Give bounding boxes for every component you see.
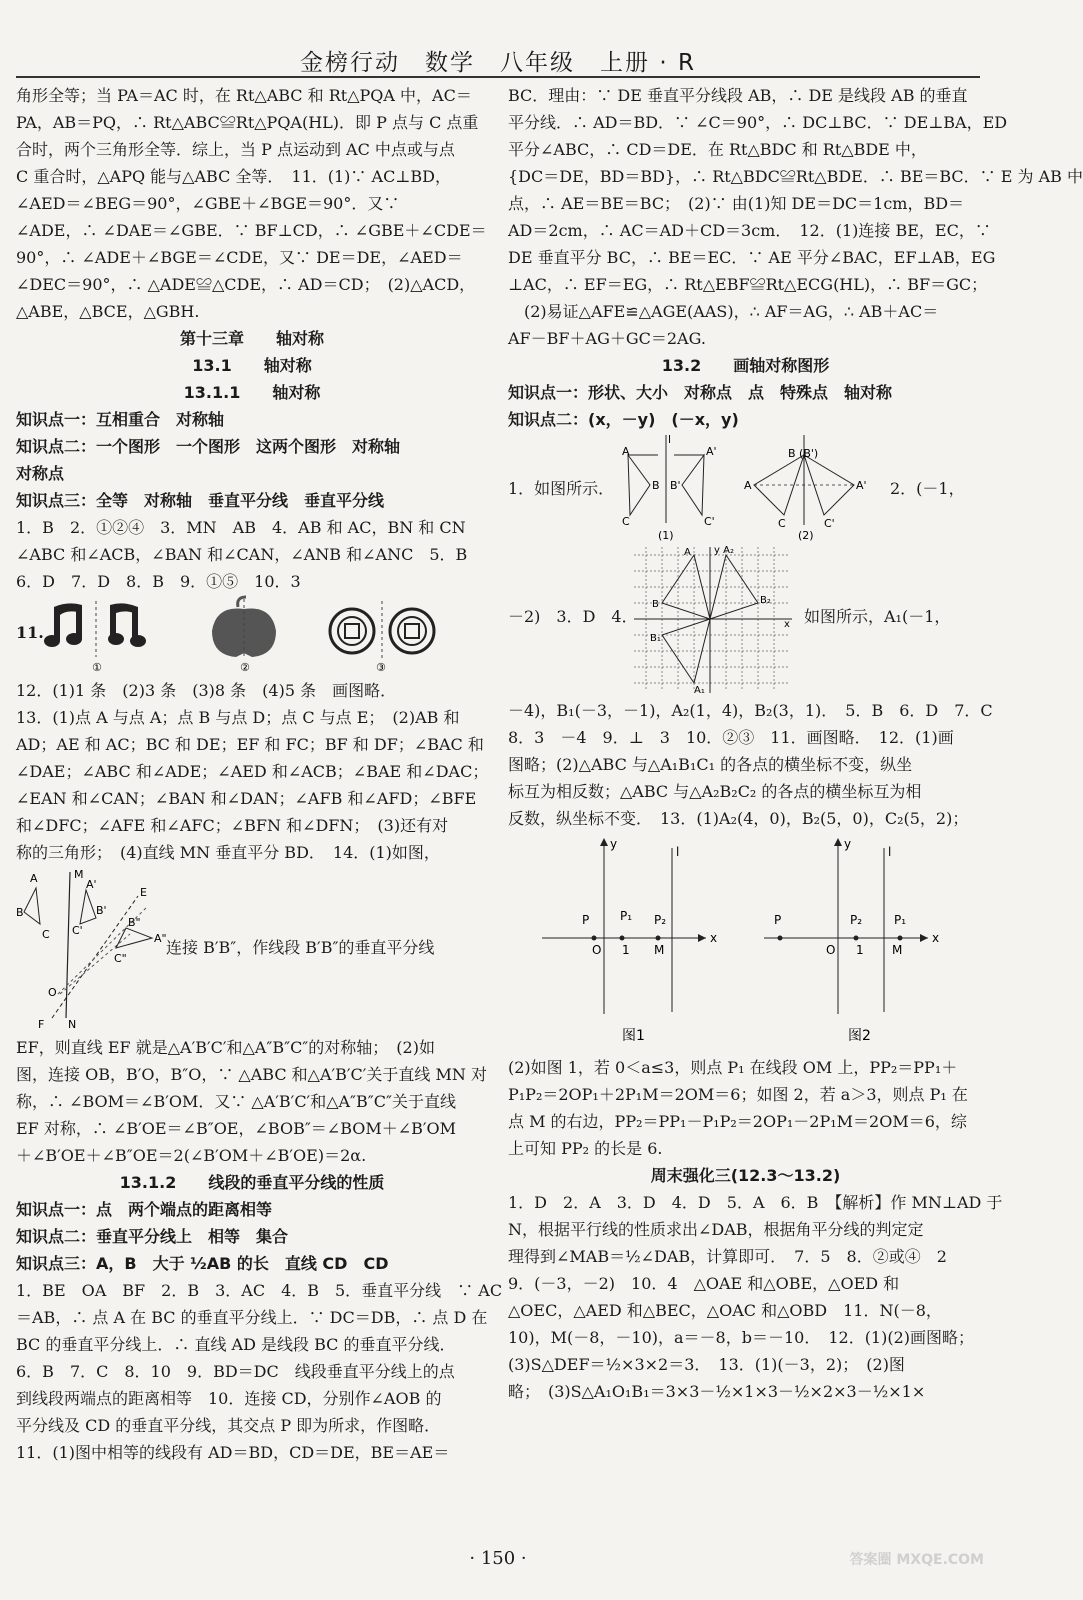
fig-label-3: ③ (376, 661, 386, 674)
weekly-review-title: 周末强化三(12.3～13.2) (650, 1166, 841, 1185)
svg-text:P₁: P₁ (620, 909, 633, 923)
answer-line: P₁P₂＝2OP₁＋2P₁M＝2OM＝6；如图 2，若 a＞3，则点 P₁ 在 (508, 1085, 968, 1104)
answer-line: ∠DAE；∠ABC 和∠ADE；∠AED 和∠ACB；∠BAE 和∠DAC； (16, 762, 489, 781)
text-line: {DC＝DE，BD＝BD}，∴ Rt△BDC≌Rt△BDE．∴ BE＝BC．∵ E 为 AB 中 (508, 167, 1083, 186)
svg-text:B': B' (670, 479, 681, 492)
answer-line: 和∠DFC；∠AFE 和∠AFC；∠BFN 和∠DFN； (3)还有对 (16, 816, 449, 835)
svg-text:O: O (826, 943, 836, 957)
right-column (508, 82, 1083, 1405)
svg-text:O: O (48, 986, 57, 999)
knowledge-point: 知识点三：全等 对称轴 垂直平分线 垂直平分线 (16, 491, 385, 510)
answer-line: 6．D 7．D 8．B 9．①⑤ 10．3 (16, 572, 301, 591)
svg-text:A": A" (154, 932, 167, 945)
svg-text:B": B" (128, 916, 141, 929)
q4-text: 如图所示，A₁(－1， (804, 607, 951, 626)
answer-line: 10)，M(－8，－10)，a＝－8，b＝－10． 12．(1)(2)画图略； (508, 1328, 975, 1347)
page-number: · 150 · (469, 1548, 527, 1569)
svg-text:C: C (622, 515, 630, 528)
text-line: AF－BF＋AG＋GC＝2AG. (508, 329, 706, 348)
svg-text:C': C' (704, 515, 715, 528)
answer-line: 11．(1)图中相等的线段有 AD＝BD，CD＝DE，BE＝AE＝ (16, 1443, 450, 1462)
svg-text:P: P (582, 913, 590, 927)
answer-line: EF，则直线 EF 就是△A′B′C′和△A″B″C″的对称轴； (2)如 (16, 1038, 435, 1057)
answer-line: 1．BE OA BF 2．B 3．AC 4．B 5．垂直平分线 ∵ AC (16, 1281, 503, 1300)
answer-line: (2)如图 1，若 0＜a≤3，则点 P₁ 在线段 OM 上，PP₂＝PP₁＋ (508, 1058, 958, 1077)
svg-text:F: F (38, 1018, 45, 1031)
answer-line: 1．D 2．A 3．D 4．D 5．A 6．B 【解析】作 MN⊥AD 于 (508, 1193, 1003, 1212)
q13-axis-figures (508, 834, 983, 1052)
reflection-diagram-svg (16, 868, 176, 1032)
coordinate-grid-svg (634, 547, 794, 695)
answer-line: △OEC，△AED 和△BEC，△OAC 和△OBD 11．N(－8， (508, 1301, 942, 1320)
left-column (16, 82, 503, 1466)
coin-icon (330, 609, 374, 653)
svg-text:1: 1 (622, 943, 630, 957)
answer-line: 平分线及 CD 的垂直平分线，其交点 P 即为所求，作图略． (16, 1416, 441, 1435)
q14-figure-caption: 连接 B′B″，作线段 B′B″的垂直平分线 (166, 938, 435, 957)
answer-line: 点 M 的右边，PP₂＝PP₁－P₁P₂＝2OP₁－2P₁M＝2OM＝6，综 (508, 1112, 967, 1131)
svg-text:B: B (652, 479, 660, 492)
svg-text:O: O (592, 943, 602, 957)
text-line: ∠AED＝∠BEG＝90°，∠GBE＋∠BGE＝90°．又∵ (16, 194, 400, 213)
q3-text: －2) 3．D 4． (508, 607, 638, 626)
svg-text:l: l (888, 845, 892, 859)
fig-caption-1: (1) (658, 529, 674, 542)
svg-text:A': A' (856, 479, 867, 492)
text-line: 平分线．∴ AD＝BD．∵ ∠C＝90°，∴ DC⊥BC．∵ DE⊥BA，ED (508, 113, 1008, 132)
answer-line: 反数，纵坐标不变． 13．(1)A₂(4，0)，B₂(5，0)，C₂(5，2)； (508, 809, 969, 828)
svg-text:y A₂: y A₂ (714, 545, 734, 556)
text-line: ∠ADE，∴ ∠DAE＝∠GBE．∵ BF⊥CD，∴ ∠GBE＋∠CDE＝ (16, 221, 487, 240)
svg-text:B: B (16, 906, 24, 919)
answer-line: 称，∴ ∠BOM＝∠B′OM．又∵ △A′B′C′和△A″B″C″关于直线 (16, 1092, 456, 1111)
svg-text:B₁: B₁ (650, 633, 661, 644)
q4-grid-figure (508, 547, 983, 695)
text-line: BC．理由：∵ DE 垂直平分线段 AB，∴ DE 是线段 AB 的垂直 (508, 86, 968, 105)
answer-line: 标互为相反数；△ABC 与△A₂B₂C₂ 的各点的横坐标互为相 (508, 782, 922, 801)
svg-text:A: A (744, 479, 752, 492)
answer-line: 1．B 2．①②④ 3．MN AB 4．AB 和 AC，BN 和 CN (16, 518, 466, 537)
subsection-title: 13.1.1 轴对称 (183, 383, 321, 402)
chapter-title: 第十三章 轴对称 (179, 329, 324, 348)
text-line: C 重合时，△APQ 能与△ABC 全等． 11．(1)∵ AC⊥BD， (16, 167, 451, 186)
music-note-mirror-icon (108, 603, 146, 647)
svg-text:C': C' (824, 517, 835, 530)
answer-line: 8．3 －4 9．⊥ 3 10．②③ 11．画图略． 12．(1)画 (508, 728, 954, 747)
text-line: 平分∠ABC，∴ CD＝DE．在 Rt△BDC 和 Rt△BDE 中， (508, 140, 927, 159)
answer-line: ∠ABC 和∠ACB，∠BAN 和∠CAN，∠ANB 和∠ANC 5．B (16, 545, 468, 564)
q2-text: 2．(－1， (890, 479, 965, 498)
q14-geometry-figure (16, 868, 488, 1032)
answer-line: 理得到∠MAB＝½∠DAB，计算即可． 7．5 8．②或④ 2 (508, 1247, 947, 1266)
answer-line: 9．(－3，－2) 10．4 △OAE 和△OBE，△OED 和 (508, 1274, 900, 1293)
fig-label-1: ① (92, 661, 102, 674)
q11-symmetry-figures (16, 597, 488, 675)
svg-text:B (B'): B (B') (788, 447, 819, 460)
coin-mirror-icon (390, 609, 434, 653)
text-line: AD＝2cm，∴ AC＝AD＋CD＝3cm． 12．(1)连接 BE，EC，∵ (508, 221, 991, 240)
svg-text:x: x (932, 931, 940, 945)
text-line: △ABE，△BCE，△GBH. (16, 302, 200, 321)
knowledge-point: 知识点三：A，B 大于 ½AB 的长 直线 CD CD (16, 1254, 389, 1273)
graph-caption-2: 图2 (848, 1028, 871, 1044)
answer-line: 上可知 PP₂ 的长是 6. (508, 1139, 663, 1158)
svg-text:B₂: B₂ (760, 595, 771, 606)
answer-line: ＝AB，∴ 点 A 在 BC 的垂直平分线上．∵ DC＝DB，∴ 点 D 在 (16, 1308, 488, 1327)
svg-text:C: C (778, 517, 786, 530)
answer-line: 到线段两端点的距离相等 10．连接 CD，分别作∠AOB 的 (16, 1389, 442, 1408)
svg-text:A: A (30, 872, 38, 885)
answer-line: BC 的垂直平分线上．∴ 直线 AD 是线段 BC 的垂直平分线． (16, 1335, 456, 1354)
answer-line: 6．B 7．C 8．10 9．BD＝DC 线段垂直平分线上的点 (16, 1362, 455, 1381)
text-line: 点，∴ AE＝BE＝BC； (2)∵ 由(1)知 DE＝DC＝1cm，BD＝ (508, 194, 965, 213)
svg-text:A': A' (706, 445, 717, 458)
svg-text:A: A (622, 445, 630, 458)
knowledge-point: 知识点二：一个图形 一个图形 这两个图形 对称轴 (16, 437, 401, 456)
svg-text:P₂: P₂ (654, 913, 667, 927)
q1-symmetry-figures (508, 435, 983, 545)
section-title: 13.2 画轴对称图形 (661, 356, 830, 375)
svg-text:M: M (892, 943, 903, 957)
answer-line: (3)S△DEF＝½×3×2＝3． 13．(1)(－3，2)； (2)图 (508, 1355, 905, 1374)
answer-line: 称的三角形； (4)直线 MN 垂直平分 BD． 14．(1)如图， (16, 843, 440, 862)
text-line: ⊥AC，∴ EF＝EG，∴ Rt△EBF≌Rt△ECG(HL)，∴ BF＝GC； (508, 275, 988, 294)
header-rule (16, 76, 980, 78)
text-line: DE 垂直平分 BC，∴ BE＝EC．∵ AE 平分∠BAC，EF⊥AB，EG (508, 248, 996, 267)
answer-line: 图，连接 OB，B′O，B″O，∵ △ABC 和△A′B′C′关于直线 MN 对 (16, 1065, 487, 1084)
subsection-title: 13.1.2 线段的垂直平分线的性质 (119, 1173, 385, 1192)
svg-text:A₁: A₁ (694, 685, 705, 696)
q1-figure-svg (618, 435, 878, 545)
svg-text:C": C" (114, 952, 127, 965)
knowledge-point: 知识点一：形状、大小 对称点 点 特殊点 轴对称 (508, 383, 893, 402)
svg-text:E: E (140, 886, 147, 899)
knowledge-point: 知识点二：(x，－y) (－x，y) (508, 410, 739, 429)
svg-text:l: l (676, 845, 680, 859)
book-title: 金榜行动 数学 八年级 上册 · R (300, 50, 696, 76)
answer-line: 12．(1)1 条 (2)3 条 (3)8 条 (4)5 条 画图略． (16, 681, 397, 700)
svg-text:y: y (610, 837, 618, 851)
svg-text:P: P (774, 913, 782, 927)
watermark-logo: 答案圈 MXQE.COM (849, 1552, 984, 1568)
page-header (0, 0, 996, 80)
knowledge-point: 对称点 (16, 464, 65, 483)
axis-figures-svg (508, 834, 978, 1052)
answer-line: 图略；(2)△ABC 与△A₁B₁C₁ 的各点的横坐标不变，纵坐 (508, 755, 913, 774)
svg-text:x: x (784, 619, 790, 630)
graph-caption-1: 图1 (622, 1028, 645, 1044)
svg-text:M: M (74, 868, 84, 881)
fig-label-2: ② (240, 661, 250, 674)
svg-text:l: l (668, 433, 672, 446)
answer-line: EF 对称，∴ ∠B′OE＝∠B″OE，∠BOB″＝∠BOM＋∠B′OM (16, 1119, 457, 1138)
answer-line: 略； (3)S△A₁O₁B₁＝3×3－½×1×3－½×2×3－½×1× (508, 1382, 926, 1401)
svg-text:A': A' (86, 878, 97, 891)
svg-text:x: x (710, 931, 718, 945)
q1-text: 1．如图所示． (508, 479, 615, 498)
svg-text:M: M (654, 943, 665, 957)
svg-text:C': C' (72, 924, 83, 937)
music-note-icon (44, 603, 82, 647)
svg-text:N: N (68, 1018, 77, 1031)
svg-text:1: 1 (856, 943, 864, 957)
answer-line: N，根据平行线的性质求出∠DAB，根据角平分线的判定定 (508, 1220, 924, 1239)
text-line: 90°，∴ ∠ADE＋∠BGE＝∠CDE，又∵ DE＝DE，∠AED＝ (16, 248, 463, 267)
section-title: 13.1 轴对称 (192, 356, 312, 375)
answer-line: ＋∠B′OE＋∠B″OE＝2(∠B′OM＋∠B′OE)＝2α. (16, 1146, 367, 1165)
text-line: ∠DEC＝90°，∴ △ADE≌△CDE，∴ AD＝CD； (2)△ACD， (16, 275, 476, 294)
svg-text:P₁: P₁ (894, 913, 907, 927)
svg-text:P₂: P₂ (850, 913, 863, 927)
text-line: 合时，两个三角形全等．综上，当 P 点运动到 AC 中点或与点 (16, 140, 455, 159)
svg-text:B': B' (96, 904, 107, 917)
answer-line: －4)，B₁(－3，－1)，A₂(1，4)，B₂(3，1)． 5．B 6．D 7．C (508, 701, 993, 720)
answer-line: ∠EAN 和∠CAN；∠BAN 和∠DAN；∠AFB 和∠AFD；∠BFE (16, 789, 477, 808)
svg-text:B: B (652, 599, 659, 610)
answer-line: AD；AE 和 AC；BC 和 DE；EF 和 FC；BF 和 DF；∠BAC 和 (16, 735, 484, 754)
text-line: (2)易证△AFE≌△AGE(AAS)，∴ AF＝AG，∴ AB＋AC＝ (508, 302, 939, 321)
knowledge-point: 知识点一：点 两个端点的距离相等 (16, 1200, 273, 1219)
knowledge-point: 知识点二：垂直平分线上 相等 集合 (16, 1227, 289, 1246)
text-line: PA，AB＝PQ，∴ Rt△ABC≌Rt△PQA(HL)．即 P 点与 C 点重 (16, 113, 479, 132)
fig-caption-2: (2) (798, 529, 814, 542)
q11-label: 11. (16, 623, 44, 642)
svg-text:y: y (844, 837, 852, 851)
answer-line: 13．(1)点 A 与点 A；点 B 与点 D；点 C 与点 E； (2)AB 和 (16, 708, 460, 727)
svg-text:A: A (684, 547, 691, 558)
svg-text:C: C (42, 928, 50, 941)
text-line: 角形全等；当 PA＝AC 时，在 Rt△ABC 和 Rt△PQA 中，AC＝ (16, 86, 472, 105)
knowledge-point: 知识点一：互相重合 对称轴 (16, 410, 225, 429)
symmetry-figures-svg (46, 597, 506, 675)
